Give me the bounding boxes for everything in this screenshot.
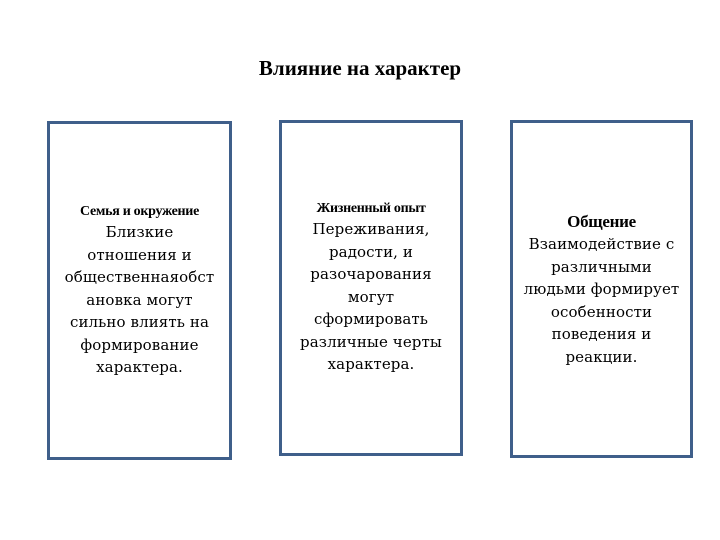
body-line: разочарования [310, 265, 432, 283]
box-heading: Общение [567, 212, 636, 231]
body-line: общественнаяобст [64, 268, 215, 286]
body-line: Переживания, [312, 220, 430, 238]
body-line: поведения и [551, 325, 652, 343]
box-heading: Семья и окружение [80, 204, 199, 219]
body-line: различными [551, 257, 652, 276]
box-heading: Жизненный опыт [316, 201, 426, 216]
body-line: Взаимодействие с [528, 235, 675, 253]
box-body [56, 221, 223, 379]
body-line: формирование [80, 335, 199, 354]
body-line: сильно влиять на [69, 313, 210, 331]
body-line: людьми формирует [523, 280, 680, 298]
body-line: различные черты [300, 332, 442, 351]
body-line: характера. [96, 358, 183, 376]
body-line: сформировать [313, 310, 429, 328]
body-line: Близкие [105, 223, 174, 241]
box-body [288, 218, 454, 376]
influence-box-communication [510, 120, 693, 458]
body-line: радости, и [328, 242, 414, 261]
body-line: особенности [550, 302, 653, 321]
box-body [519, 233, 684, 368]
body-line: характера. [327, 355, 415, 373]
page-title: Влияние на характер [258, 56, 462, 80]
body-line: могут [347, 287, 395, 306]
body-line: ановка могут [86, 290, 193, 309]
body-line: отношения и [87, 245, 192, 264]
influence-box-family [47, 121, 232, 460]
influence-box-life-experience [279, 120, 463, 456]
body-line: реакции. [565, 347, 638, 366]
